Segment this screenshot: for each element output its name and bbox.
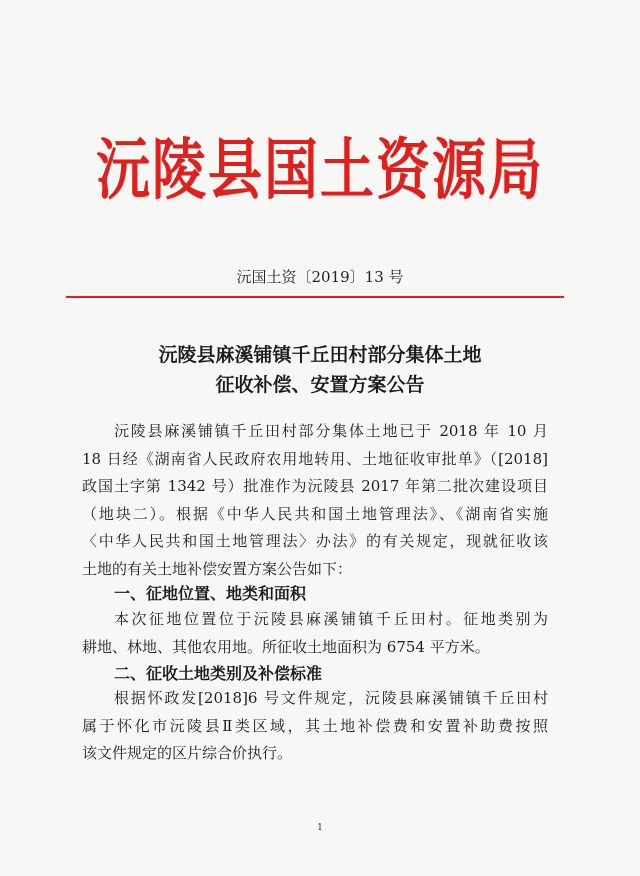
paragraph-line: 该文件规定的区片综合价执行。 <box>82 744 293 762</box>
paragraph-line: 属于怀化市沅陵县Ⅱ类区域，其土地补偿费和安置补助费按照 <box>82 716 548 735</box>
paragraph-line: 土地的有关土地补偿安置方案公告如下： <box>82 559 353 578</box>
notice-title <box>0 340 640 400</box>
section-heading-location: 一、征地位置、地类和面积 <box>114 584 307 603</box>
section-2-paragraph <box>82 685 548 768</box>
paragraph-line: （地块二）。根据《中华人民共和国土地管理法》、《湖南省实施 <box>82 504 548 523</box>
paragraph-line: 18 日经《湖南省人民政府农用地转用、土地征收审批单》（[2018] <box>82 449 548 468</box>
paragraph-line: 根据怀政发[2018]6 号文件规定，沅陵县麻溪铺镇千丘田村 <box>114 689 548 707</box>
paragraph-line: 〈中华人民共和国土地管理法〉办法》的有关规定，现就征收该 <box>82 532 548 550</box>
red-divider-line <box>66 296 564 298</box>
section-heading-compensation: 二、征收土地类别及补偿标准 <box>114 664 323 683</box>
paragraph-line: 本次征地位置位于沅陵县麻溪铺镇千丘田村。征地类别为 <box>114 610 548 628</box>
paragraph-line: 沅陵县麻溪铺镇千丘田村部分集体土地已于 2018 年 10 月 <box>114 422 548 440</box>
paragraph-line: 政国土字第 1342 号）批准作为沅陵县 2017 年第二批次建设项目 <box>82 477 548 495</box>
notice-title-line-2: 征收补偿、安置方案公告 <box>215 374 425 396</box>
issuing-authority-title: 沅陵县国土资源局 <box>96 130 544 209</box>
intro-paragraph <box>82 418 548 583</box>
page-number: 1 <box>317 823 323 833</box>
paragraph-line: 耕地、林地、其他农用地。所征收土地面积为 6754 平方米。 <box>82 637 490 656</box>
notice-title-line-1: 沅陵县麻溪铺镇千丘田村部分集体土地 <box>158 344 482 366</box>
document-number: 沅国土资〔2019〕13 号 <box>236 268 404 286</box>
section-1-paragraph <box>82 606 548 661</box>
